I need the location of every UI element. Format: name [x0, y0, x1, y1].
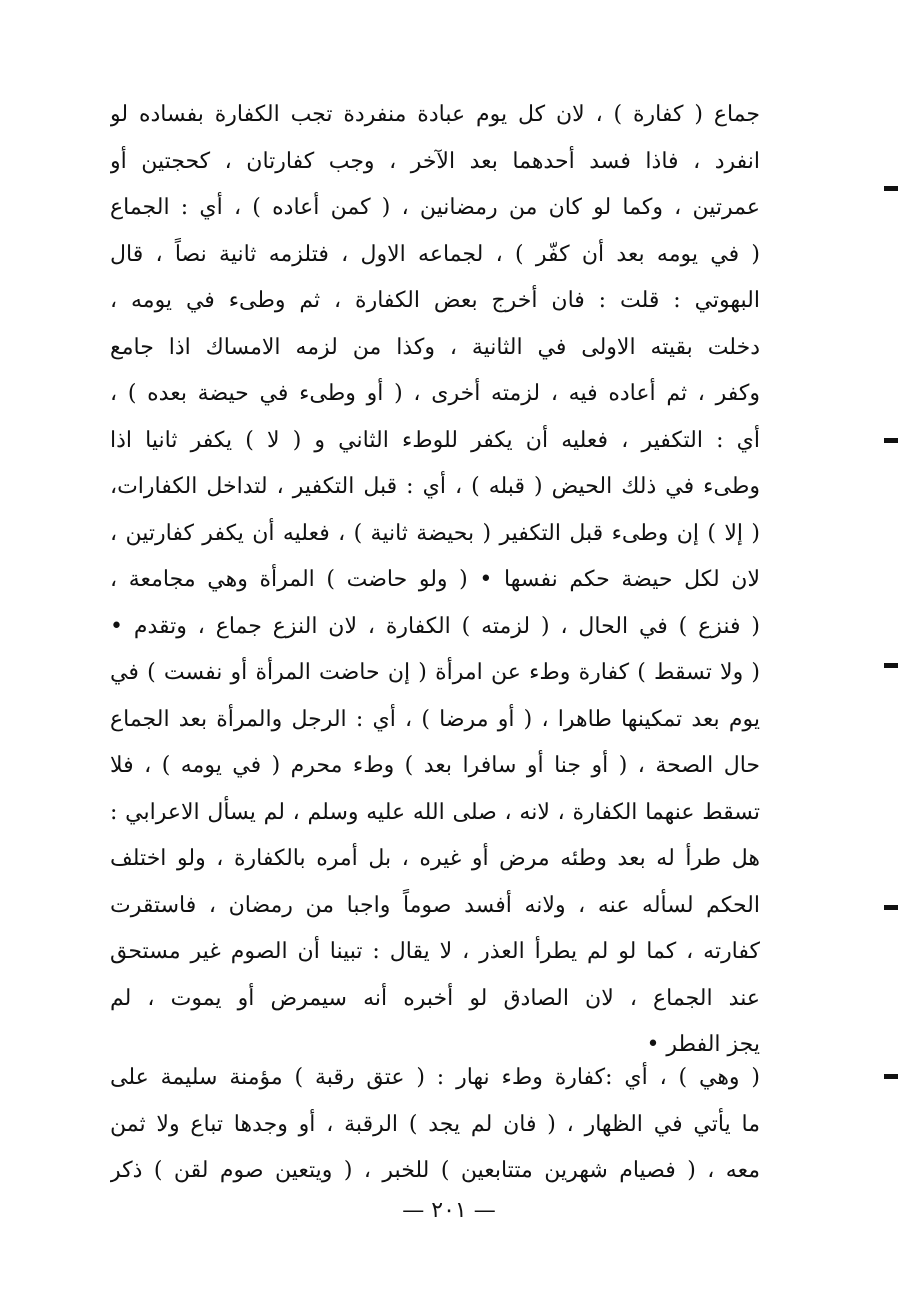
margin-mark [884, 905, 898, 910]
text-line: وكفر ، ثم أعاده فيه ، لزمته أخرى ، ( أو وطىء في حيضة بعده ) ، [110, 381, 760, 406]
text-line: ما يأتي في الظهار ، ( فان لم يجد ) الرقبة ، أو وجدها تباع ولا ثمن [110, 1111, 760, 1137]
text-line: أي : التكفير ، فعليه أن يكفر للوطء الثاني و ( لا ) يكفر ثانيا اذا [110, 427, 760, 453]
text-line: تسقط عنهما الكفارة ، لانه ، صلى الله عليه وسلم ، لم يسأل الاعرابي : [110, 799, 760, 825]
text-line: وطىء في ذلك الحيض ( قبله ) ، أي : قبل التكفير ، لتداخل الكفارات، [110, 474, 760, 499]
text-line: لان لكل حيضة حكم نفسها • ( ولو حاضت ) المرأة وهي مجامعة ، [110, 567, 760, 592]
text-line: كفارته ، كما لو لم يطرأ العذر ، لا يقال : تبينا أن الصوم غير مستحق [110, 939, 760, 964]
text-line: هل طرأ له بعد وطئه مرض أو غيره ، بل أمره بالكفارة ، ولو اختلف [110, 846, 760, 871]
text-line: جماع ( كفارة ) ، لان كل يوم عبادة منفردة تجب الكفارة بفساده لو [110, 102, 760, 127]
page-number: — ٢٠١ — [402, 1198, 496, 1223]
paragraph-1 [110, 92, 760, 1069]
text-line: البهوتي : قلت : فان أخرج بعض الكفارة ، ثم وطىء في يومه ، [110, 288, 760, 313]
text-line: حال الصحة ، ( أو جنا أو سافرا بعد ) وطء محرم ( في يومه ) ، فلا [110, 753, 760, 778]
text-line: عمرتين ، وكما لو كان من رمضانين ، ( كمن أعاده ) ، أي : الجماع [110, 195, 760, 220]
text-line: عند الجماع ، لان الصادق لو أخبره أنه سيمرض أو يموت ، لم [110, 985, 760, 1011]
text-line: يجز الفطر • [646, 1032, 760, 1057]
margin-mark [884, 438, 898, 443]
margin-mark [884, 186, 898, 191]
text-line: يوم بعد تمكينها طاهرا ، ( أو مرضا ) ، أي : الرجل والمرأة بعد الجماع [110, 706, 760, 732]
margin-mark [884, 1074, 898, 1079]
text-line: دخلت بقيته الاولى في الثانية ، وكذا من لزمه الامساك اذا جامع [110, 334, 760, 360]
text-line: ( إلا ) إن وطىء قبل التكفير ( بحيضة ثانية ) ، فعليه أن يكفر كفارتين ، [110, 520, 760, 546]
margin-mark [884, 663, 898, 668]
text-line: ( ولا تسقط ) كفارة وطء عن امرأة ( إن حاضت المرأة أو نفست ) في [110, 660, 760, 685]
text-line: الحكم لسأله عنه ، ولانه أفسد صوماً واجبا من رمضان ، فاستقرت [110, 892, 760, 918]
text-line: ( فنزع ) في الحال ، ( لزمته ) الكفارة ، لان النزع جماع ، وتقدم • [110, 613, 760, 639]
text-line: معه ، ( فصيام شهرين متتابعين ) للخبر ، ( ويتعين صوم لقن ) ذكر [110, 1158, 760, 1183]
paragraph-2 [110, 1055, 760, 1195]
text-line: انفرد ، فاذا فسد أحدهما بعد الآخر ، وجب كفارتان ، كحجتين أو [110, 148, 760, 174]
text-line: ( وهي ) ، أي :كفارة وطء نهار : ( عتق رقبة ) مؤمنة سليمة على [110, 1065, 760, 1090]
text-line: ( في يومه بعد أن كفّر ) ، لجماعه الاول ، فتلزمه ثانية نصاً ، قال [110, 241, 760, 267]
